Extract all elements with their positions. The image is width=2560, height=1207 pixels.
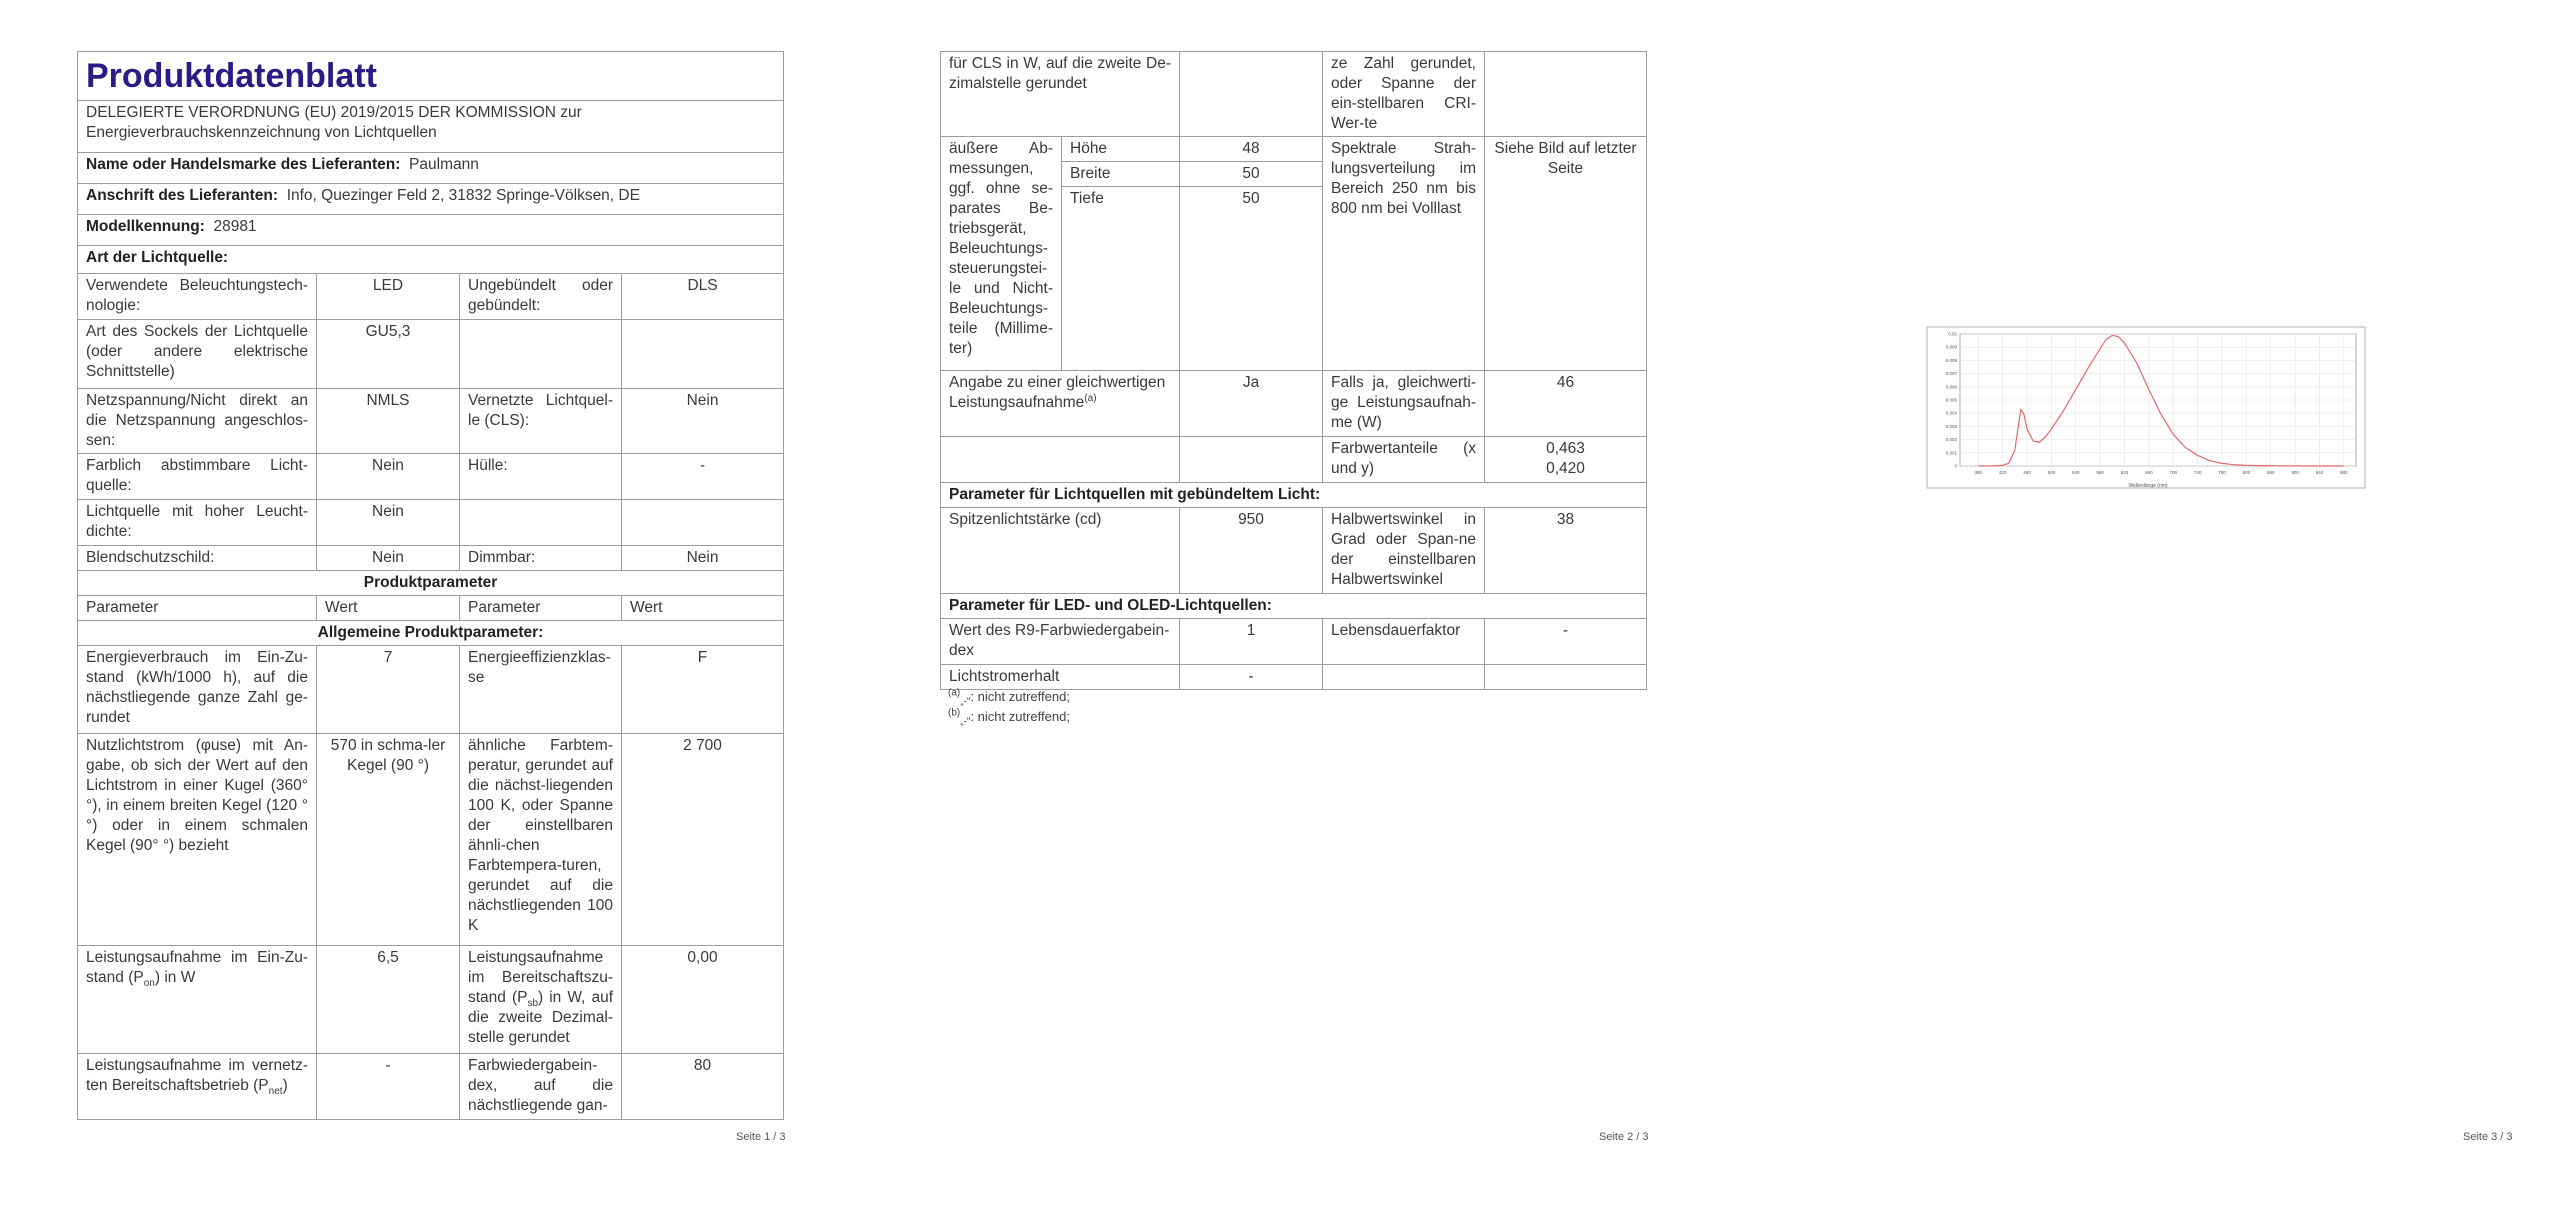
equivalent-power-value: 46 <box>1485 371 1647 437</box>
empty-cell <box>1180 52 1323 137</box>
survival-factor-value: - <box>1485 619 1647 665</box>
equivalent-power-claim-value: Ja <box>1180 371 1323 437</box>
page-1 <box>0 0 853 1207</box>
empty-cell <box>460 500 622 546</box>
address-value: Info, Quezinger Feld 2, 31832 Springe-Völksen, DE <box>286 187 640 204</box>
bundled-label: Ungebündelt oder gebündelt: <box>460 274 622 320</box>
equivalent-power-claim-label: Angabe zu einer gleichwertigen Leistungsaufnahme$^{(a)}$ <box>941 371 1180 437</box>
envelope-label: Hülle: <box>460 454 622 500</box>
plot-frame <box>1927 327 2365 488</box>
page-number: Seite 1 / 3 <box>736 1131 786 1143</box>
networked-standby-power-value: - <box>317 1054 460 1120</box>
regulation-reference: DELEGIERTE VERORDNUNG (EU) 2019/2015 DER KOMMISSION zur Energieverbrauchskennzeichnung von Lichtquellen <box>78 101 784 153</box>
y-tick-label: 0.005 <box>1945 397 1957 403</box>
x-tick-label: 580 <box>2096 470 2104 475</box>
depth-value: 50 <box>1180 187 1323 371</box>
energy-class-value: F <box>622 646 784 734</box>
equivalent-power-label: Falls ja, gleichwerti-ge Leistungsaufnah-me (W) <box>1323 371 1485 437</box>
colour-temperature-value: 2 700 <box>622 734 784 946</box>
colour-temperature-label: ähnliche Farbtem-peratur, gerundet auf die nächst-liegenden 100 K, oder Spanne der einstellbaren ähnli-chen Farbtempera-turen, gerundet auf die nächstliegenden 100 K <box>460 734 622 946</box>
cls-value: Nein <box>622 389 784 454</box>
x-tick-label: 780 <box>2218 470 2226 475</box>
y-tick-label: 0.008 <box>1945 357 1957 363</box>
high-luminance-value: Nein <box>317 500 460 546</box>
column-header-value: Wert <box>622 596 784 621</box>
networked-standby-power-label: Leistungsaufnahme im vernetz-ten Bereitschaftsbetrieb $(P_{net})$ <box>78 1054 317 1120</box>
empty-cell <box>941 437 1180 483</box>
footnote-a: $^{(a)}_{„-"}$: nicht zutreffend; <box>948 687 1070 708</box>
energy-consumption-value: 7 <box>317 646 460 734</box>
outer-dimensions-label: äußere Ab-messungen, ggf. ohne se-parates Be-triebsgerät, Beleuchtungs-steuerungstei-le und Nicht-Beleuchtungs-teile (Millime-ter) <box>941 137 1062 371</box>
column-header-parameter: Parameter <box>78 596 317 621</box>
x-tick-label: 500 <box>2047 470 2056 475</box>
x-tick-label: 740 <box>2193 470 2202 475</box>
x-axis-label: Wellenlänge (nm) <box>2128 483 2168 489</box>
x-tick-label: 420 <box>1998 470 2007 475</box>
x-tick-label: 460 <box>2023 470 2031 475</box>
width-label: Breite <box>1062 162 1180 187</box>
energy-class-label: Energieeffizienzklas-se <box>460 646 622 734</box>
empty-cell <box>460 320 622 389</box>
empty-cell <box>1485 665 1647 690</box>
empty-cell <box>1323 665 1485 690</box>
supplier-value: Paulmann <box>409 156 479 173</box>
column-header-value: Wert <box>317 596 460 621</box>
luminous-flux-value: 570 in schma-ler Kegel (90 °) <box>317 734 460 946</box>
envelope-value: - <box>622 454 784 500</box>
r9-index-value: 1 <box>1180 619 1323 665</box>
page-title: Produktdatenblatt <box>78 52 784 101</box>
lumen-maintenance-label: Lichtstromerhalt <box>941 665 1180 690</box>
x-tick-label: 980 <box>2340 470 2348 475</box>
chromaticity-y: 0,420 <box>1546 460 1585 477</box>
general-parameters-heading: Allgemeine Produktparameter: <box>78 621 784 646</box>
technology-label: Verwendete Beleuchtungstech-nologie: <box>78 274 317 320</box>
page-number: Seite 2 / 3 <box>1599 1131 1649 1143</box>
datasheet-table-page-1 <box>77 51 784 1120</box>
spectral-distribution-label: Spektrale Strah-lungsverteilung im Bereich 250 nm bis 800 nm bei Volllast <box>1323 137 1485 371</box>
mains-value: NMLS <box>317 389 460 454</box>
glare-shield-value: Nein <box>317 546 460 571</box>
colour-rendering-index-label-continued: ze Zahl gerundet, oder Spanne der ein-stellbaren CRI-Wer-te <box>1323 52 1485 137</box>
led-oled-parameters-heading: Parameter für LED- und OLED-Lichtquellen: <box>941 594 1647 619</box>
colour-rendering-index-label: Farbwiedergabein-dex, auf die nächstliegende gan- <box>460 1054 622 1120</box>
luminous-flux-label: Nutzlichtstrom (φuse) mit An-gabe, ob sich der Wert auf den Lichtstrom in einer Kugel (360° °), in einem breiten Kegel (120 °°) oder in einem schmalen Kegel (90° °) bezieht <box>78 734 317 946</box>
colour-rendering-index-value: 80 <box>622 1054 784 1120</box>
colour-tunable-label: Farblich abstimmbare Licht-quelle: <box>78 454 317 500</box>
beam-angle-label: Halbwertswinkel in Grad oder Span-ne der einstellbaren Halbwertswinkel <box>1323 508 1485 594</box>
x-tick-label: 540 <box>2071 470 2080 475</box>
bundled-value: DLS <box>622 274 784 320</box>
peak-intensity-label: Spitzenlichtstärke (cd) <box>941 508 1180 594</box>
x-tick-label: 660 <box>2145 470 2153 475</box>
y-tick-label: 0.001 <box>1945 450 1957 456</box>
datasheet-table-page-2 <box>940 51 1647 690</box>
y-tick-label: 0.004 <box>1945 410 1957 416</box>
energy-consumption-label: Energieverbrauch im Ein-Zu-stand (kWh/1000 h), auf die nächstliegende ganze Zahl ge-rundet <box>78 646 317 734</box>
x-tick-label: 620 <box>2120 470 2129 475</box>
x-tick-label: 820 <box>2242 470 2251 475</box>
high-luminance-label: Lichtquelle mit hoher Leucht-dichte: <box>78 500 317 546</box>
footnote-b: $^{(b)}_{„-"}$: nicht zutreffend; <box>948 707 1070 728</box>
peak-intensity-value: 950 <box>1180 508 1323 594</box>
y-tick-label: 0.01 <box>1948 331 1957 337</box>
mains-label: Netzspannung/Nicht direkt an die Netzspannung angeschlos-sen: <box>78 389 317 454</box>
y-tick-label: 0.007 <box>1945 371 1957 377</box>
spectral-distribution-value: Siehe Bild auf letzter Seite <box>1485 137 1647 371</box>
standby-power-value: 0,00 <box>622 946 784 1054</box>
supplier-row <box>78 153 784 184</box>
y-tick-label: 0.006 <box>1945 384 1957 390</box>
socket-value: GU5,3 <box>317 320 460 389</box>
directional-parameters-heading: Parameter für Lichtquellen mit gebündeltem Licht: <box>941 483 1647 508</box>
survival-factor-label: Lebensdauerfaktor <box>1323 619 1485 665</box>
width-value: 50 <box>1180 162 1323 187</box>
model-row <box>78 215 784 246</box>
product-parameters-heading: Produktparameter <box>78 571 784 596</box>
footnotes <box>948 687 1070 727</box>
x-tick-label: 860 <box>2266 470 2275 475</box>
glare-shield-label: Blendschutzschild: <box>78 546 317 571</box>
on-mode-power-value: 6,5 <box>317 946 460 1054</box>
model-label: Modellkennung: <box>86 218 205 235</box>
dimmable-value: Nein <box>622 546 784 571</box>
page-3 <box>1706 0 2560 1207</box>
address-row <box>78 184 784 215</box>
empty-cell <box>1180 437 1323 483</box>
page-number: Seite 3 / 3 <box>2463 1131 2513 1143</box>
x-tick-label: 380 <box>1974 470 1983 475</box>
socket-label: Art des Sockels der Lichtquelle (oder andere elektrische Schnittstelle) <box>78 320 317 389</box>
x-tick-label: 700 <box>2169 470 2177 475</box>
empty-cell <box>622 320 784 389</box>
empty-cell <box>622 500 784 546</box>
spectral-distribution-chart <box>1926 326 2366 489</box>
lumen-maintenance-value: - <box>1180 665 1323 690</box>
cls-label: Vernetzte Lichtquel-le (CLS): <box>460 389 622 454</box>
height-value: 48 <box>1180 137 1323 162</box>
x-tick-label: 900 <box>2291 470 2299 475</box>
y-tick-label: 0.003 <box>1945 423 1957 429</box>
y-tick-label: 0.002 <box>1945 437 1957 443</box>
address-label: Anschrift des Lieferanten: <box>86 187 279 204</box>
height-label: Höhe <box>1062 137 1180 162</box>
colour-tunable-value: Nein <box>317 454 460 500</box>
chromaticity-x: 0,463 <box>1546 440 1585 457</box>
x-tick-label: 940 <box>2315 470 2324 475</box>
beam-angle-value: 38 <box>1485 508 1647 594</box>
page-2 <box>853 0 1706 1207</box>
column-header-parameter: Parameter <box>460 596 622 621</box>
y-tick-label: 0.009 <box>1945 344 1957 350</box>
r9-index-label: Wert des R9-Farbwiedergabein-dex <box>941 619 1180 665</box>
supplier-label: Name oder Handelsmarke des Lieferanten: <box>86 156 401 173</box>
dimmable-label: Dimmbar: <box>460 546 622 571</box>
on-mode-power-label: Leistungsaufnahme im Ein-Zu-stand $(P_{on})$ in W <box>78 946 317 1054</box>
chromaticity-values <box>1485 437 1647 483</box>
light-source-type-heading: Art der Lichtquelle: <box>78 246 784 274</box>
technology-value: LED <box>317 274 460 320</box>
y-tick-label: 0 <box>1954 463 1957 469</box>
networked-standby-power-label-continued: für CLS in W, auf die zweite De-zimalstelle gerundet <box>941 52 1180 137</box>
standby-power-label: Leistungsaufnahme im Bereitschaftszu-stand $(P_{sb})$ in W, auf die zweite Dezimal-stelle gerundet <box>460 946 622 1054</box>
chromaticity-label: Farbwertanteile (x und y) <box>1323 437 1485 483</box>
depth-label: Tiefe <box>1062 187 1180 371</box>
empty-cell <box>1485 52 1647 137</box>
model-value: 28981 <box>213 218 257 235</box>
